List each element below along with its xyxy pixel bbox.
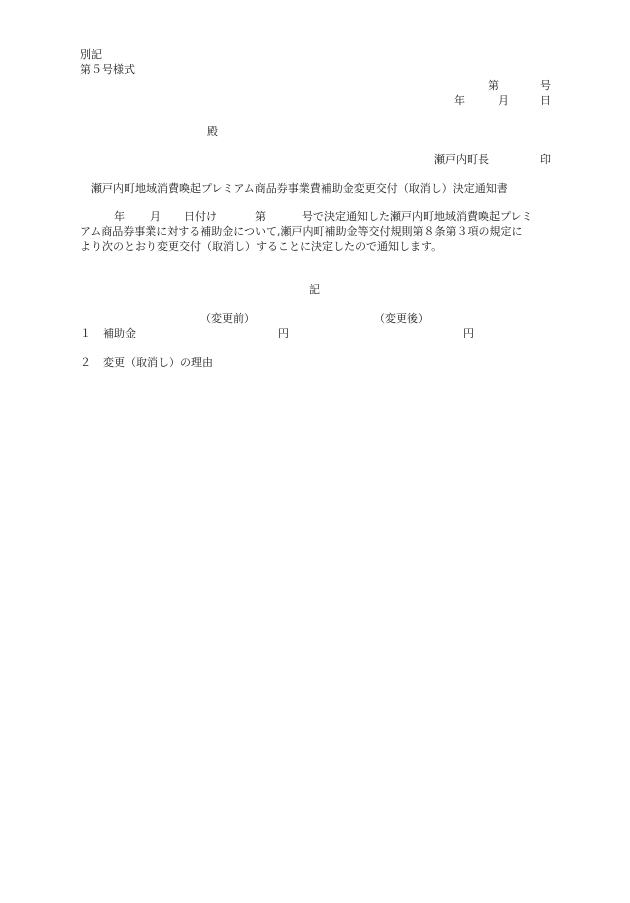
ref-go: 号 [540, 79, 551, 92]
item1-yen-before: 円 [278, 327, 289, 340]
item1-yen-after: 円 [463, 327, 474, 340]
body-dai: 第 [255, 210, 266, 223]
ki-heading: 記 [309, 283, 320, 296]
addressee-dono: 殿 [207, 125, 218, 138]
form-number: 第５号様式 [80, 63, 135, 76]
sender-seal: 印 [540, 153, 551, 166]
document-title: 瀬戸内町地域消費喚起プレミアム商品券事業費補助金変更交付（取消し）決定通知書 [91, 182, 508, 195]
body-line1-rest: 号で決定通知した瀬戸内町地域消費喚起プレミ [302, 210, 533, 223]
sender-name: 瀬戸内町長 [434, 153, 489, 166]
body-dated: 日付け [184, 210, 217, 223]
body-year: 年 [114, 210, 125, 223]
body-line3: より次のとおり変更交付（取消し）することに決定したので通知します。 [80, 240, 443, 253]
ref-dai: 第 [488, 79, 499, 92]
item2-number: ２ [80, 356, 91, 369]
appendix-label: 別記 [80, 48, 102, 61]
item2-label: 変更（取消し）の理由 [103, 356, 213, 369]
item1-label: 補助金 [103, 327, 136, 340]
date-day: 日 [540, 94, 551, 107]
col-after-header: （変更後） [374, 312, 429, 325]
date-year: 年 [454, 94, 465, 107]
date-month: 月 [498, 94, 509, 107]
col-before-header: （変更前） [200, 312, 255, 325]
body-month: 月 [150, 210, 161, 223]
item1-number: １ [80, 327, 91, 340]
body-line2: アム商品券事業に対する補助金について,瀬戸内町補助金等交付規則第８条第３項の規定に [80, 225, 523, 238]
